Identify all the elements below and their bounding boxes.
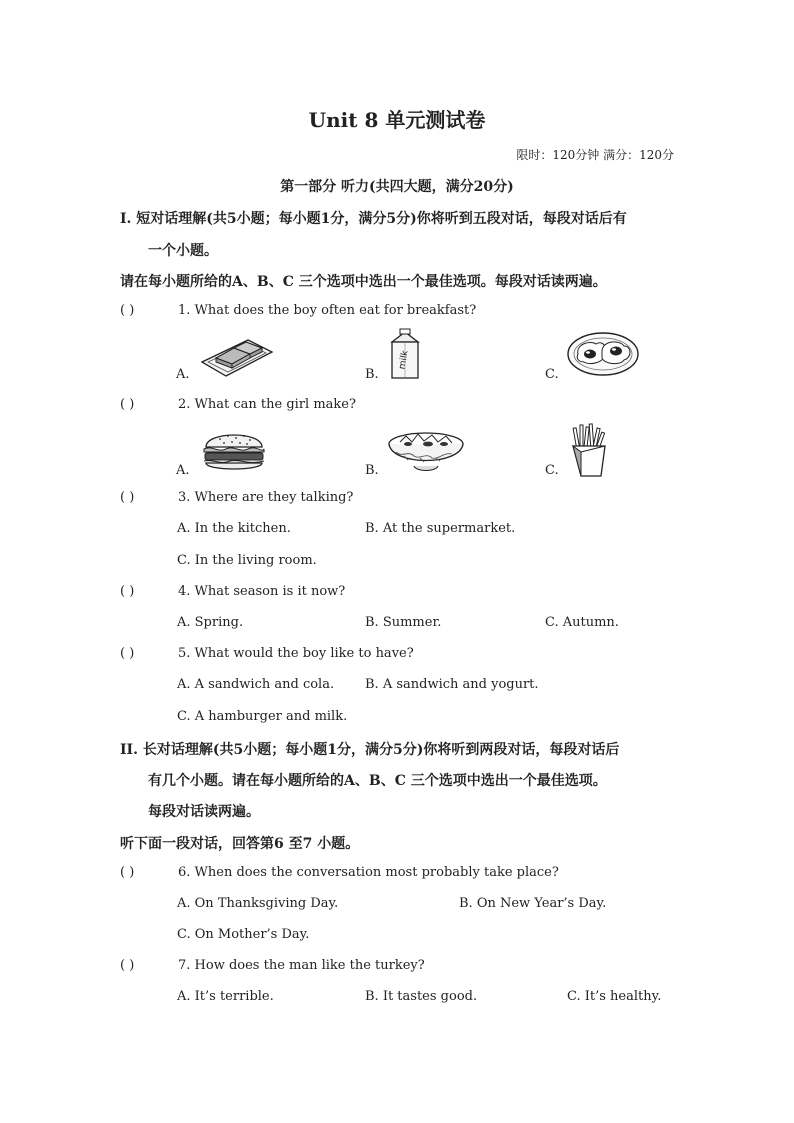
question-3 [120, 490, 353, 505]
option-c[interactable]: C. A hamburger and milk. [177, 709, 348, 724]
answer-blank[interactable]: ( ) [120, 958, 135, 973]
question-2 [120, 397, 356, 412]
option-a[interactable]: A. A sandwich and cola. [177, 677, 335, 692]
section-i-line1: I. 短对话理解(共5小题；每小题1分，满分5分)你将听到五段对话，每段对话后有 [120, 211, 627, 227]
option-b[interactable]: B. A sandwich and yogurt. [365, 677, 539, 692]
question-text: 3. Where are they talking? [178, 490, 354, 505]
option-a[interactable]: A. In the kitchen. [177, 521, 291, 536]
question-text: 1. What does the boy often eat for breakfast? [178, 303, 477, 318]
answer-blank[interactable]: ( ) [120, 646, 135, 661]
fried-eggs-plate-icon[interactable] [566, 330, 640, 378]
bread-plate-icon[interactable] [198, 334, 274, 380]
option-c[interactable]: C. It’s healthy. [567, 989, 662, 1004]
option-c[interactable]: C. In the living room. [177, 553, 317, 568]
option-b[interactable]: B. It tastes good. [365, 989, 478, 1004]
section-ii-line3: 每段对话读两遍。 [148, 804, 260, 820]
section-ii-line1: II. 长对话理解(共5小题；每小题1分，满分5分)你将听到两段对话，每段对话后 [120, 742, 620, 758]
question-1 [120, 303, 476, 318]
dialogue-lead: 听下面一段对话，回答第6 至7 小题。 [120, 836, 360, 852]
question-7 [120, 958, 425, 973]
option-a[interactable]: A. On Thanksgiving Day. [177, 896, 339, 911]
salad-bowl-icon[interactable] [386, 428, 466, 476]
question-4 [120, 584, 345, 599]
question-text: 2. What can the girl make? [178, 397, 356, 412]
question-6 [120, 865, 559, 880]
hamburger-icon[interactable] [200, 425, 268, 475]
option-a-label: A. [176, 463, 190, 478]
question-text: 4. What season is it now? [178, 584, 346, 599]
question-text: 5. What would the boy like to have? [178, 646, 414, 661]
question-text: 6. When does the conversation most probably take place? [178, 865, 559, 880]
answer-blank[interactable]: ( ) [120, 397, 135, 412]
option-b-label: B. [365, 367, 379, 382]
time-score-limit: 限时：120分钟 满分：120分 [516, 148, 674, 162]
option-b[interactable]: B. Summer. [365, 615, 442, 630]
french-fries-icon[interactable] [567, 422, 611, 478]
option-b[interactable]: B. On New Year’s Day. [459, 896, 607, 911]
section-i-line3: 请在每小题所给的A、B、C 三个选项中选出一个最佳选项。每段对话读两遍。 [120, 274, 607, 290]
option-c[interactable]: C. Autumn. [545, 615, 619, 630]
option-c[interactable]: C. On Mother’s Day. [177, 927, 310, 942]
part-heading: 第一部分 听力(共四大题，满分20分) [280, 179, 514, 195]
answer-blank[interactable]: ( ) [120, 303, 135, 318]
question-5 [120, 646, 414, 661]
option-c-label: C. [545, 463, 559, 478]
answer-blank[interactable]: ( ) [120, 490, 135, 505]
answer-blank[interactable]: ( ) [120, 865, 135, 880]
option-a-label: A. [176, 367, 190, 382]
page-title: Unit 8 单元测试卷 [308, 108, 486, 132]
question-text: 7. How does the man like the turkey? [178, 958, 425, 973]
section-i-line2: 一个小题。 [148, 243, 218, 259]
milk-label: milk [397, 349, 411, 371]
milk-carton-icon[interactable] [388, 328, 422, 380]
option-b-label: B. [365, 463, 379, 478]
option-b[interactable]: B. At the supermarket. [365, 521, 516, 536]
answer-blank[interactable]: ( ) [120, 584, 135, 599]
section-ii-line2: 有几个小题。请在每小题所给的A、B、C 三个选项中选出一个最佳选项。 [148, 773, 607, 789]
option-a[interactable]: A. It’s terrible. [177, 989, 274, 1004]
option-a[interactable]: A. Spring. [177, 615, 244, 630]
option-c-label: C. [545, 367, 559, 382]
